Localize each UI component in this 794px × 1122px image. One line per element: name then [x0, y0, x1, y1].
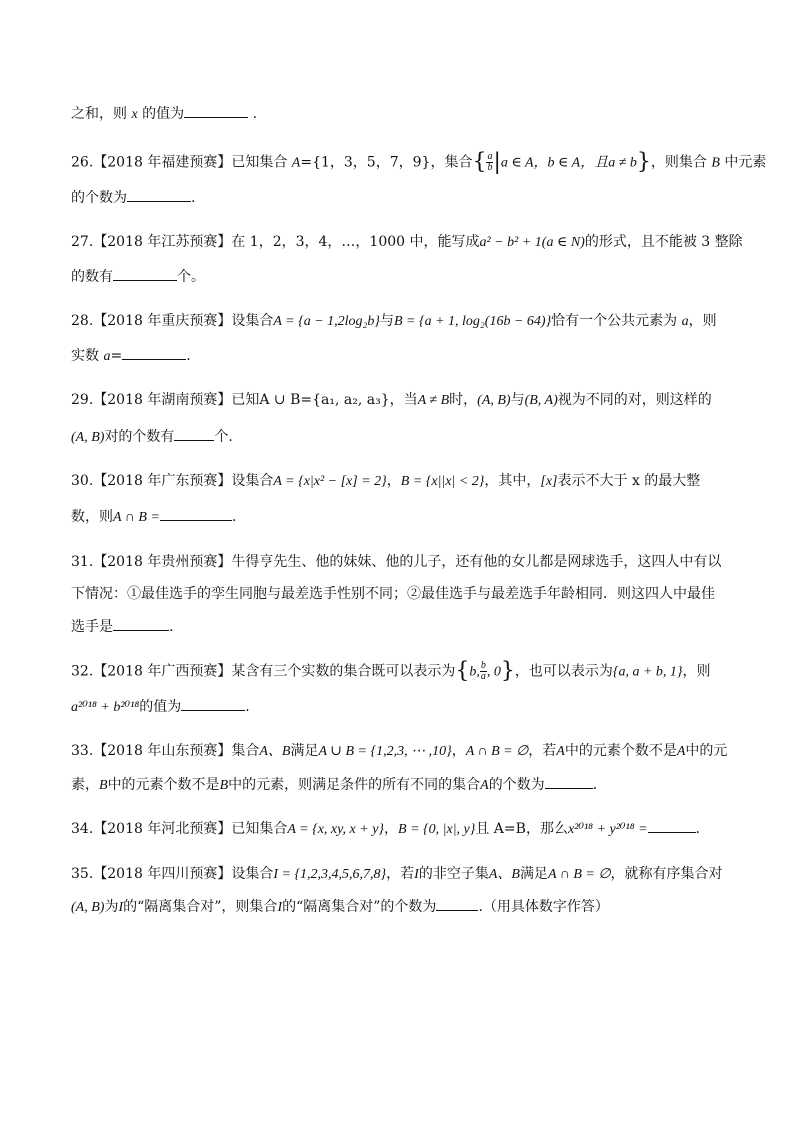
math: I	[414, 867, 419, 882]
math: A ∪ B = {1,2,3, ⋯ ,10}	[318, 744, 452, 759]
denominator: a	[480, 671, 486, 682]
denominator: b	[487, 162, 493, 173]
text: .	[245, 699, 250, 715]
text: ，也可以表示为	[514, 663, 613, 680]
problem-35-line-1	[71, 864, 723, 885]
math: A = {x, xy, x + y}	[287, 822, 385, 837]
text: 之和，则	[71, 106, 132, 122]
brace-left: {	[455, 658, 470, 684]
brace-right: }	[636, 149, 651, 175]
problem-33-line-2	[71, 774, 597, 796]
text: 个。	[177, 269, 205, 285]
problem-27-line-2	[71, 266, 205, 287]
text: =	[110, 348, 123, 364]
problem-32-line-2	[71, 696, 250, 718]
math: A	[676, 744, 686, 759]
text: 27.【2018 年江苏预赛】在 1，2，3，4，…，1000 中，能写成	[71, 234, 480, 250]
answer-blank	[160, 506, 232, 521]
text: 且 A=B，那么	[475, 821, 568, 837]
text: 中元素	[719, 154, 767, 171]
problem-34-line-1	[71, 818, 700, 840]
text: 30.【2018 年广东预赛】设集合	[71, 473, 274, 489]
answer-blank	[648, 818, 696, 833]
math: B = {x||x| < 2}	[400, 474, 485, 489]
text: ，则	[682, 663, 711, 680]
math: A	[480, 778, 489, 793]
text: ，若	[528, 743, 557, 759]
text: .	[592, 777, 598, 793]
math: A、B	[488, 867, 520, 882]
math: A ≠ B	[417, 393, 450, 408]
answer-blank	[545, 774, 593, 789]
math: a	[103, 349, 111, 364]
math: A ∩ B = ∅	[547, 867, 611, 882]
numerator: b	[480, 660, 486, 671]
problem-26-line-2	[71, 187, 195, 208]
text: 35.【2018 年四川预赛】设集合	[71, 866, 274, 882]
answer-blank	[181, 696, 245, 711]
math: (A, B)	[477, 393, 511, 408]
math: (A, B)	[71, 900, 105, 915]
text: ，	[386, 473, 401, 489]
text: ={1，3，5，7，9}，集合	[300, 154, 473, 171]
math: x²⁰¹⁸ + y²⁰¹⁸ =	[567, 822, 648, 837]
text: ，就称有序集合对	[610, 866, 723, 882]
text: .	[695, 821, 700, 837]
math: x	[131, 107, 138, 122]
text: 满足	[290, 743, 319, 759]
text: ，则	[688, 313, 717, 329]
text: 中的元	[685, 743, 728, 759]
math: I = {1,2,3,4,5,6,7,8}	[273, 867, 387, 882]
text: 数，则	[71, 509, 113, 525]
math: I	[118, 900, 124, 915]
text: .	[186, 348, 191, 364]
numerator: a	[487, 151, 493, 162]
problem-29-line-1	[71, 390, 712, 411]
math: B	[99, 778, 108, 793]
text: ，其中，	[484, 473, 541, 489]
fraction	[480, 661, 487, 682]
text: ，	[384, 821, 399, 837]
text: 的“隔离集合对”的个数为	[282, 899, 437, 915]
problem-31-line-3	[71, 616, 173, 637]
text: 的个数为	[488, 777, 545, 793]
problem-27-line-1	[71, 232, 743, 253]
answer-blank	[122, 345, 186, 360]
math: B = {0, |x|, y}	[398, 822, 476, 837]
line-continuation	[71, 103, 257, 125]
text: 对的个数有	[104, 429, 175, 445]
problem-32-line-1	[71, 658, 711, 684]
text: 表示不大于 x 的最大整	[557, 473, 701, 489]
math: a ∈ A，b ∈ A，且a ≠ b	[500, 155, 637, 171]
text: 的非空子集	[418, 866, 489, 882]
math: a² − b² + 1(a ∈ N)	[479, 235, 585, 250]
math: {a, a + b, 1}	[612, 664, 683, 680]
text: 中的元素个数不是	[107, 777, 220, 793]
math: A	[291, 155, 301, 171]
text: 中的元素个数不是	[564, 743, 677, 759]
text: .（用具体数字作答）	[478, 899, 609, 915]
text: 恰有一个公共元素为	[551, 313, 682, 329]
problem-33-line-1	[71, 741, 727, 762]
math: A	[556, 744, 565, 759]
text: 的个数为	[71, 190, 127, 206]
text: 下情况：①最佳选手的孪生同胞与最差选手性别不同；②最佳选手与最差选手年龄相同．则这四人中最佳	[71, 586, 715, 602]
answer-blank	[174, 426, 214, 441]
text: 素，	[71, 777, 99, 793]
answer-blank	[113, 616, 169, 631]
text: 的数有	[71, 269, 113, 285]
problem-31-line-1	[71, 552, 721, 572]
math: I	[277, 900, 283, 915]
math: A ∩ B =	[113, 510, 160, 525]
math: A ∩ B = ∅	[465, 744, 529, 759]
brace-right: }	[500, 658, 515, 684]
text: .	[248, 106, 258, 122]
math: B	[219, 778, 229, 793]
text: 满足	[519, 866, 548, 882]
text: 31.【2018 年贵州预赛】牛得亨先生、他的妹妹、他的儿子，还有他的女儿都是网球选手，这四人中有以	[71, 554, 722, 570]
text: ，若	[386, 866, 415, 882]
math: a²⁰¹⁸ + b²⁰¹⁸	[71, 700, 140, 715]
answer-blank	[436, 896, 478, 911]
problem-28-line-1	[71, 311, 717, 332]
text: 32.【2018 年广西预赛】某含有三个实数的集合既可以表示为	[71, 663, 456, 680]
text: 26.【2018 年福建预赛】已知集合	[71, 154, 292, 171]
text: .	[231, 509, 237, 525]
text: 个.	[214, 429, 233, 445]
math: B	[711, 155, 720, 171]
text: 中的元素，则满足条件的所有不同的集合	[228, 777, 481, 793]
text: 的形式，且不能被 3 整除	[584, 234, 743, 250]
brace-left: {	[472, 149, 487, 175]
answer-blank	[184, 103, 248, 118]
math: a	[681, 314, 689, 329]
problem-35-line-2	[71, 896, 609, 918]
text: 视为不同的对，则这样的	[557, 392, 712, 408]
text: ，	[451, 743, 466, 759]
problem-31-line-2	[71, 584, 715, 604]
text: 的值为	[139, 699, 182, 715]
text: 与	[380, 313, 394, 329]
math: A、B	[259, 744, 291, 759]
text: 的“隔离集合对”，则集合	[123, 899, 278, 915]
text: 时，	[449, 392, 478, 408]
answer-blank	[113, 266, 177, 281]
math: (B, A)	[524, 393, 558, 408]
text: 与	[510, 392, 525, 408]
problem-30-line-1	[71, 471, 700, 492]
math: b,	[469, 664, 480, 680]
text: ，则集合	[650, 154, 712, 171]
problem-30-line-2	[71, 506, 236, 528]
text: 为	[104, 899, 119, 915]
problem-28-line-2	[71, 345, 191, 367]
text: .	[191, 190, 196, 206]
math: [x]	[540, 474, 558, 489]
math: A = {x|x² − [x] = 2}	[273, 474, 387, 489]
text: 实数	[71, 348, 104, 364]
problem-29-line-2	[71, 426, 233, 448]
text: 的值为	[137, 106, 185, 122]
math: , 0	[486, 664, 501, 680]
problem-26-line-1	[71, 149, 767, 175]
text: .	[169, 619, 174, 635]
text: 34.【2018 年河北预赛】已知集合	[71, 821, 288, 837]
math: (A, B)	[71, 430, 105, 445]
text: 选手是	[71, 619, 113, 635]
math: A = {a − 1,2log₂b}	[273, 314, 380, 329]
text: 29.【2018 年湖南预赛】已知A ∪ B={a₁, a₂, a₃}，当	[71, 392, 418, 408]
text: 28.【2018 年重庆预赛】设集合	[71, 313, 274, 329]
bar: |	[493, 149, 501, 175]
answer-blank	[127, 187, 191, 202]
text: 33.【2018 年山东预赛】集合	[71, 743, 260, 759]
math: B = {a + 1, log₂(16b − 64)}	[394, 314, 552, 329]
